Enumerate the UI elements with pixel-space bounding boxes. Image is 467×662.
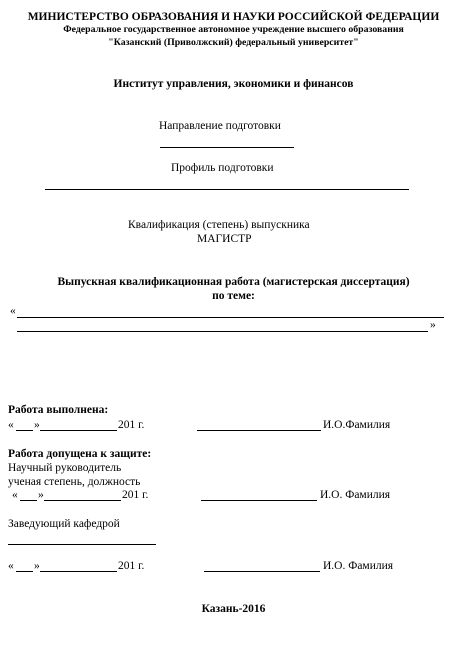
head-date-open: « <box>8 560 14 572</box>
head-signature-line <box>204 571 320 572</box>
head-of-department-label: Заведующий кафедрой <box>8 518 120 530</box>
work-done-day-line <box>16 430 33 431</box>
topic-line-1 <box>17 317 444 318</box>
admitted-date-close: » <box>38 489 44 501</box>
direction-label: Направление подготовки <box>159 120 281 132</box>
qualification-value: МАГИСТР <box>197 233 252 245</box>
admitted-signature-line <box>201 500 317 501</box>
admitted-day-line <box>20 500 37 501</box>
topic-open-quote: « <box>10 305 16 317</box>
topic-line-2 <box>17 331 428 332</box>
work-done-month-line <box>40 430 117 431</box>
profile-line <box>45 189 409 190</box>
work-done-heading: Работа выполнена: <box>8 404 109 416</box>
profile-label: Профиль подготовки <box>171 162 274 174</box>
work-done-date-open: « <box>8 419 14 431</box>
work-done-signature-line <box>197 430 321 431</box>
thesis-topic-label: по теме: <box>212 290 255 302</box>
thesis-title: Выпускная квалификационная работа (магистерская диссертация) <box>57 276 410 288</box>
topic-close-quote: » <box>430 319 436 331</box>
qualification-label: Квалификация (степень) выпускника <box>128 219 310 231</box>
admitted-heading: Работа допущена к защите: <box>8 448 152 460</box>
ministry-heading: МИНИСТЕРСТВО ОБРАЗОВАНИЯ И НАУКИ РОССИЙСКОЙ ФЕДЕРАЦИИ <box>27 11 440 23</box>
admitted-year: 201 г. <box>122 489 149 501</box>
head-month-line <box>40 571 117 572</box>
institution-type: Федеральное государственное автономное учреждение высшего образования <box>63 24 404 35</box>
supervisor-label: Научный руководитель <box>8 462 122 474</box>
head-date-close: » <box>34 560 40 572</box>
admitted-name: И.О. Фамилия <box>320 489 391 501</box>
direction-line <box>160 147 294 148</box>
university-name: "Казанский (Приволжский) федеральный университет" <box>108 37 359 48</box>
head-name: И.О. Фамилия <box>323 560 394 572</box>
work-done-name: И.О.Фамилия <box>323 419 391 431</box>
head-of-department-line <box>8 544 156 545</box>
admitted-date-open: « <box>12 489 18 501</box>
institute-name: Институт управления, экономики и финансов <box>113 78 354 90</box>
degree-position-label: ученая степень, должность <box>8 476 141 488</box>
work-done-year: 201 г. <box>118 419 145 431</box>
head-year: 201 г. <box>118 560 145 572</box>
work-done-date-close: » <box>34 419 40 431</box>
head-day-line <box>16 571 33 572</box>
admitted-month-line <box>44 500 121 501</box>
city-year: Казань-2016 <box>201 603 266 615</box>
